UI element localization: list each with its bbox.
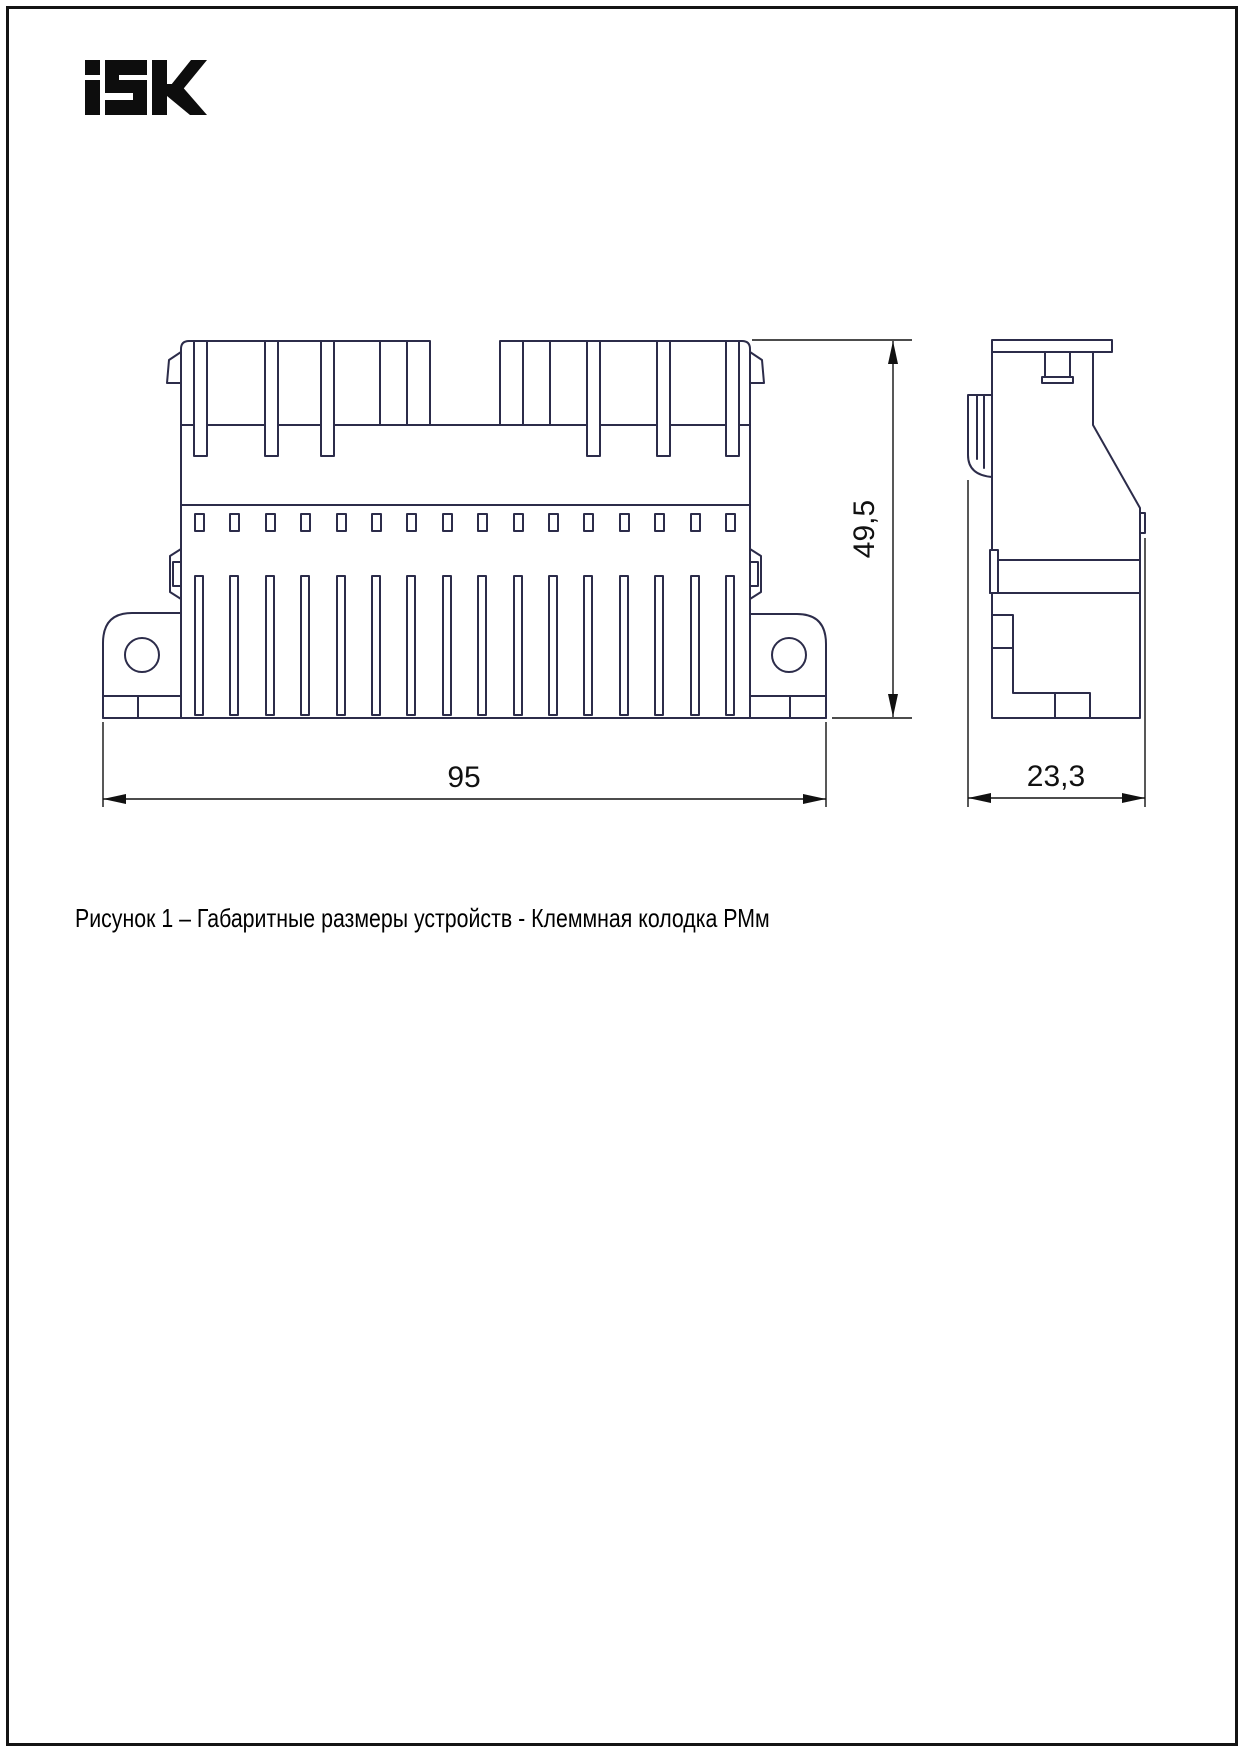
front-left-latch <box>170 549 181 599</box>
dimension-height <box>752 340 912 718</box>
side-body-outline <box>992 340 1140 718</box>
side-din-clip <box>968 395 992 477</box>
dimension-width <box>103 722 826 807</box>
logo-i-stem <box>85 80 100 115</box>
logo-e <box>105 60 147 115</box>
front-terminal-holes <box>195 514 735 531</box>
dim-height-label: 49,5 <box>848 499 881 559</box>
logo-i-dot <box>85 60 100 75</box>
left-mount-hole <box>125 638 159 672</box>
iek-logo <box>85 60 207 115</box>
logo-k-stem <box>152 60 167 115</box>
front-right-mount-tab <box>750 614 826 718</box>
right-mount-hole <box>772 638 806 672</box>
dim-depth-label: 23,3 <box>1026 760 1086 793</box>
side-view <box>968 340 1145 718</box>
front-left-mount-tab <box>103 613 181 718</box>
logo-k-lower-arm <box>167 84 207 115</box>
front-left-flap <box>167 352 181 383</box>
front-upper-pins <box>194 341 739 456</box>
front-right-latch <box>750 549 761 599</box>
figure-caption: Рисунок 1 – Габаритные размеры устройств - Клеммная колодка РМм <box>75 903 770 933</box>
front-right-flap <box>750 352 764 383</box>
front-view <box>103 341 826 718</box>
side-rail-bump <box>1140 513 1145 533</box>
front-comb-slats <box>195 576 734 715</box>
dim-width-label: 95 <box>447 761 481 794</box>
